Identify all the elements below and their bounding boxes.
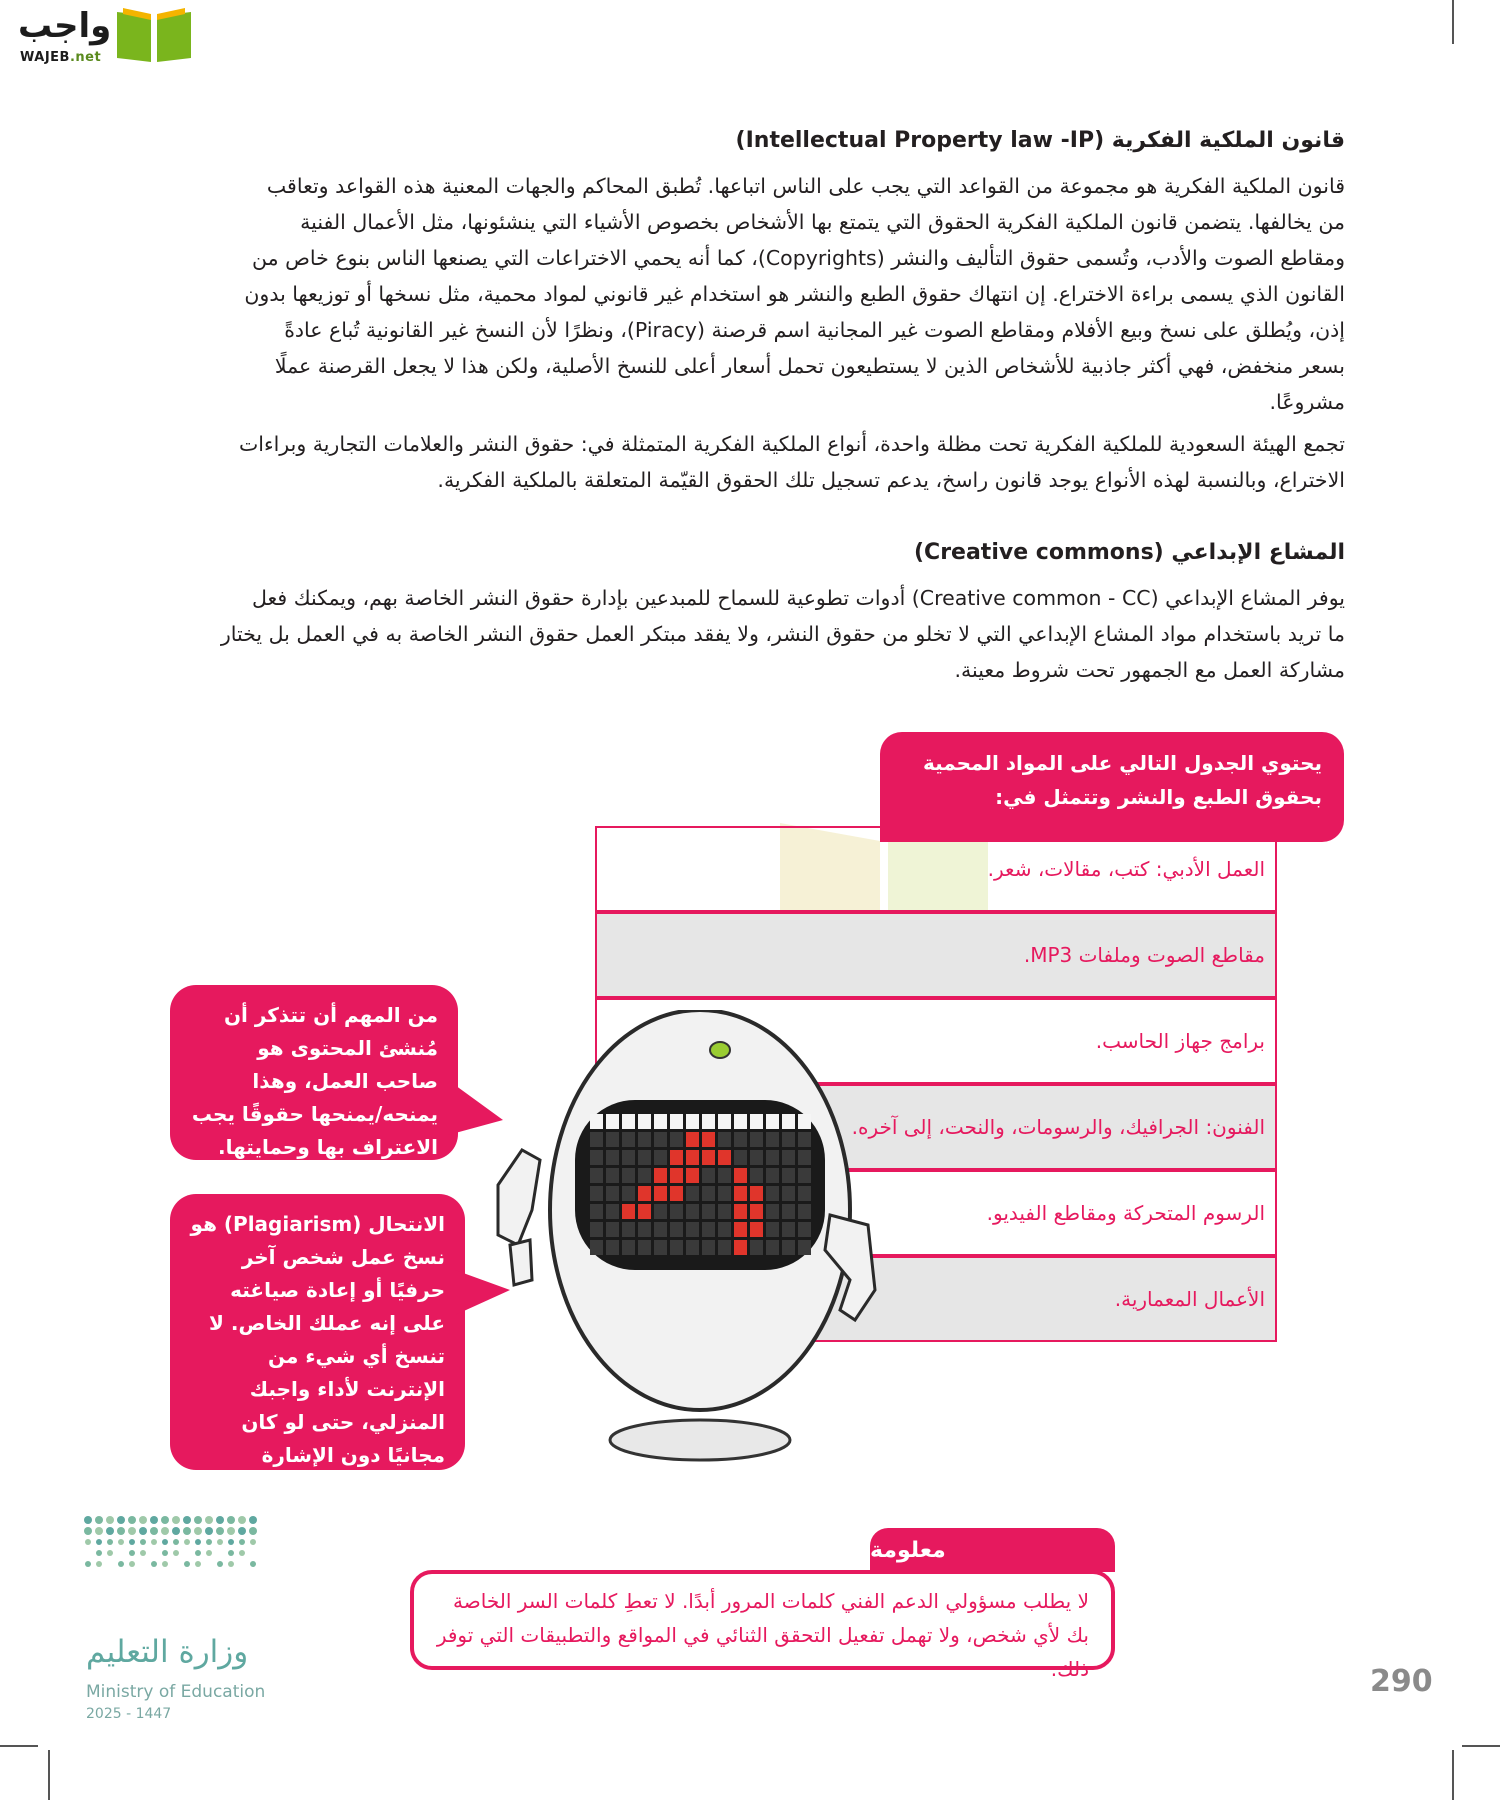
visor-pixel — [590, 1204, 603, 1219]
ministry-dot — [172, 1516, 180, 1524]
ministry-dot — [173, 1539, 179, 1545]
visor-pixel — [798, 1222, 811, 1237]
ministry-dot — [140, 1550, 146, 1556]
ministry-arabic: وزارة التعليم — [86, 1634, 249, 1670]
visor-pixel — [750, 1204, 763, 1219]
text-line: إذن، ويُطلق على نسخ وبيع الأفلام ومقاطع الصوت غير المجانية اسم قرصنة (Piracy)، ونظرًا لأن النسخ غير القانونية تُباع عادةً — [284, 318, 1345, 342]
visor-pixel — [718, 1132, 731, 1147]
visor-pixel — [718, 1204, 731, 1219]
ministry-dot — [216, 1527, 224, 1535]
visor-pixel — [766, 1114, 779, 1129]
ministry-dot — [96, 1550, 102, 1556]
logo-latin: WAJEB.net — [20, 50, 102, 65]
text-line: ومقاطع الصوت والأدب، وتُسمى حقوق التأليف والنشر (Copyrights)، كما أنه يحمي الاختراعات التي يصنعها الناس بنوع خاص من — [252, 246, 1345, 270]
ministry-dot — [107, 1539, 113, 1545]
ministry-dot — [195, 1561, 201, 1567]
visor-pixel — [638, 1204, 651, 1219]
visor-pixel — [702, 1114, 715, 1129]
visor-pixel — [638, 1114, 651, 1129]
visor-pixel — [638, 1222, 651, 1237]
visor-pixel — [590, 1150, 603, 1165]
visor-pixel — [606, 1204, 619, 1219]
visor-pixel — [782, 1168, 795, 1183]
visor-pixel — [686, 1186, 699, 1201]
ministry-dot — [184, 1539, 190, 1545]
visor-pixel — [782, 1186, 795, 1201]
ministry-dot — [118, 1561, 124, 1567]
visor-pixel — [750, 1150, 763, 1165]
table-row: الرسوم المتحركة ومقاطع الفيديو. — [595, 1170, 1277, 1256]
ministry-dot — [238, 1516, 246, 1524]
page-number: 290 — [1370, 1664, 1433, 1699]
visor-pixel — [654, 1150, 667, 1165]
visor-pixel — [670, 1132, 683, 1147]
ministry-dot — [129, 1550, 135, 1556]
ministry-dot — [150, 1516, 158, 1524]
visor-pixel — [590, 1132, 603, 1147]
visor-pixel — [718, 1240, 731, 1255]
ministry-dot — [194, 1527, 202, 1535]
visor-pixel — [654, 1168, 667, 1183]
visor-pixel — [670, 1240, 683, 1255]
visor-pixel — [782, 1240, 795, 1255]
visor-pixel — [718, 1222, 731, 1237]
ministry-dot — [85, 1539, 91, 1545]
ministry-dot — [228, 1561, 234, 1567]
book-icon — [113, 6, 195, 64]
ministry-dot — [96, 1539, 102, 1545]
visor-pixel — [782, 1132, 795, 1147]
ministry-dot — [239, 1550, 245, 1556]
visor-pixel — [782, 1150, 795, 1165]
ministry-dot — [128, 1527, 136, 1535]
text-line: يوفر المشاع الإبداعي (Creative common - CC) أدوات تطوعية للسماح للمبدعين بإدارة حقوق النشر الخاصة بهم، ويمكنك فعل — [252, 586, 1345, 610]
visor-pixel — [590, 1168, 603, 1183]
visor-pixel — [622, 1204, 635, 1219]
visor-pixel — [686, 1114, 699, 1129]
table-row: مقاطع الصوت وملفات MP3. — [595, 912, 1277, 998]
ministry-dot — [172, 1527, 180, 1535]
ministry-english: Ministry of Education — [86, 1682, 266, 1702]
ministry-dot — [129, 1539, 135, 1545]
visor-pixel — [606, 1114, 619, 1129]
visor-pixel — [654, 1204, 667, 1219]
visor-pixel — [622, 1114, 635, 1129]
paragraph-ip-law — [170, 168, 1345, 420]
visor-pixel — [734, 1222, 747, 1237]
ministry-dot — [227, 1516, 235, 1524]
visor-pixel — [734, 1186, 747, 1201]
visor-pixel — [798, 1132, 811, 1147]
visor-pixel — [670, 1204, 683, 1219]
ministry-dot — [162, 1561, 168, 1567]
ministry-dot — [162, 1550, 168, 1556]
visor-pixel — [798, 1168, 811, 1183]
ministry-dots-icon — [80, 1512, 270, 1612]
ministry-dot — [249, 1516, 257, 1524]
visor-pixel — [702, 1132, 715, 1147]
ministry-dot — [140, 1539, 146, 1545]
table-row: الأعمال المعمارية. — [595, 1256, 1277, 1342]
ministry-dot — [95, 1516, 103, 1524]
ministry-dot — [162, 1539, 168, 1545]
visor-pixel — [654, 1240, 667, 1255]
paragraph-saip — [170, 426, 1345, 498]
visor-pixel — [622, 1168, 635, 1183]
visor-pixel — [734, 1168, 747, 1183]
ministry-dot — [139, 1527, 147, 1535]
robot-illustration — [470, 1010, 890, 1480]
visor-pixel — [590, 1240, 603, 1255]
ministry-dot — [85, 1561, 91, 1567]
ministry-dot — [84, 1516, 92, 1524]
visor-pixel — [686, 1240, 699, 1255]
text-line: مشروعًا. — [1269, 390, 1345, 414]
visor-pixel — [638, 1150, 651, 1165]
ministry-dot — [239, 1539, 245, 1545]
paragraph-creative-commons — [170, 580, 1345, 688]
ministry-dot — [129, 1561, 135, 1567]
visor-pixel — [702, 1240, 715, 1255]
callout-creator-rights: من المهم أن تتذكر أن مُنشئ المحتوى هو صاحب العمل، وهذا يمنحه/يمنحها حقوقًا يجب الاعتراف بها وحمايتها. — [170, 985, 458, 1160]
ministry-dot — [217, 1539, 223, 1545]
ministry-dot — [216, 1516, 224, 1524]
info-text: لا يطلب مسؤولي الدعم الفني كلمات المرور أبدًا. لا تعطِ كلمات السر الخاصة بك لأي شخص، ولا تهمل تفعيل التحقق الثنائي في المواقع والتطبيقات التي توفر ذلك. — [410, 1570, 1115, 1670]
visor-pixel — [750, 1186, 763, 1201]
ministry-dot — [217, 1561, 223, 1567]
ministry-dot — [118, 1539, 124, 1545]
ministry-dot — [183, 1516, 191, 1524]
visor-pixel — [606, 1168, 619, 1183]
text-line: مشاركة العمل مع الجمهور تحت شروط معينة. — [954, 658, 1345, 682]
section-title-creative-commons: المشاع الإبداعي (Creative commons) — [913, 540, 1345, 565]
ministry-dot — [173, 1550, 179, 1556]
crop-mark — [1452, 1750, 1454, 1800]
crop-mark — [1462, 1745, 1500, 1747]
visor-pixel — [750, 1132, 763, 1147]
text-line: القانون الذي يسمى براءة الاختراع. إن انتهاك حقوق الطبع والنشر هو استخدام غير قانوني لمواد محمية، مثل نسخها أو توزيعها بدون — [244, 282, 1345, 306]
ministry-dot — [205, 1516, 213, 1524]
visor-pixel — [766, 1186, 779, 1201]
ministry-dot — [206, 1550, 212, 1556]
ministry-dot — [161, 1516, 169, 1524]
text-line: ما تريد باستخدام مواد المشاع الإبداعي التي لا تخلو من حقوق النشر، ولا يفقد مبتكر العمل حقوق النشر الخاصة به في العمل بل يختار — [220, 622, 1345, 646]
visor-pixel — [782, 1114, 795, 1129]
crop-mark — [48, 1750, 50, 1800]
visor-pixel — [670, 1150, 683, 1165]
ministry-logo — [80, 1512, 280, 1722]
ministry-dot — [195, 1550, 201, 1556]
visor-pixel — [718, 1186, 731, 1201]
visor-pixel — [622, 1186, 635, 1201]
visor-pixel — [798, 1150, 811, 1165]
crop-mark — [0, 1745, 38, 1747]
ministry-dot — [206, 1539, 212, 1545]
visor-pixel — [798, 1240, 811, 1255]
ministry-dot — [194, 1516, 202, 1524]
visor-pixel — [718, 1168, 731, 1183]
visor-pixel — [782, 1222, 795, 1237]
table-row: برامج جهاز الحاسب. — [595, 998, 1277, 1084]
visor-pixel — [622, 1150, 635, 1165]
ministry-dot — [117, 1527, 125, 1535]
visor-pixel — [766, 1150, 779, 1165]
visor-pixel — [686, 1132, 699, 1147]
visor-pixel — [638, 1168, 651, 1183]
table-row: العمل الأدبي: كتب، مقالات، شعر. — [595, 826, 1277, 912]
visor-pixel — [686, 1222, 699, 1237]
text-line: تجمع الهيئة السعودية للملكية الفكرية تحت مظلة واحدة، أنواع الملكية الفكرية المتمثلة في: حقوق النشر والعلامات التجارية وبراءات — [238, 432, 1345, 456]
visor-pixel — [606, 1186, 619, 1201]
visor-pixel — [686, 1204, 699, 1219]
visor-pixel — [766, 1240, 779, 1255]
visor-pixel — [590, 1222, 603, 1237]
visor-pixel — [654, 1132, 667, 1147]
ministry-dot — [106, 1527, 114, 1535]
visor-pixel — [622, 1132, 635, 1147]
logo-arabic: واجب — [18, 6, 112, 46]
visor-pixel — [638, 1186, 651, 1201]
visor-pixel — [606, 1240, 619, 1255]
ministry-dot — [249, 1527, 257, 1535]
ministry-dot — [96, 1561, 102, 1567]
ministry-dot — [84, 1527, 92, 1535]
visor-pixel — [702, 1222, 715, 1237]
visor-pixel — [670, 1114, 683, 1129]
visor-pixel — [638, 1132, 651, 1147]
visor-pixel — [670, 1222, 683, 1237]
visor-pixel — [766, 1168, 779, 1183]
visor-pixel — [766, 1204, 779, 1219]
ministry-dot — [95, 1527, 103, 1535]
visor-pixel — [702, 1186, 715, 1201]
text-line: بسعر منخفض، فهي أكثر جاذبية للأشخاص الذين لا يستطيعون تحمل أسعار أعلى للنسخ الأصلية، ولكن هذا لا يجعل القرصنة عملًا — [274, 354, 1345, 378]
ministry-dot — [228, 1550, 234, 1556]
ministry-dot — [183, 1527, 191, 1535]
ministry-dot — [184, 1561, 190, 1567]
visor-pixel — [670, 1168, 683, 1183]
section-title-ip-law: قانون الملكية الفكرية (Intellectual Property law -IP) — [735, 128, 1345, 153]
callout-tail — [455, 1270, 515, 1330]
visor-pixel — [638, 1240, 651, 1255]
visor-pixel — [622, 1240, 635, 1255]
visor-pixel — [798, 1114, 811, 1129]
ministry-dot — [151, 1539, 157, 1545]
ministry-dot — [250, 1539, 256, 1545]
visor-pixel — [750, 1222, 763, 1237]
visor-pixel — [702, 1204, 715, 1219]
visor-pixel — [622, 1222, 635, 1237]
visor-pixel — [734, 1204, 747, 1219]
visor-pixel — [734, 1114, 747, 1129]
visor-pixel — [734, 1132, 747, 1147]
callout-plagiarism: الانتحال (Plagiarism) هو نسخ عمل شخص آخر حرفيًا أو إعادة صياغته على إنه عملك الخاص. لا تنسخ أي شيء من الإنترنت لأداء واجبك المنزلي، حتى لو كان مجانيًا دون الإشارة لمصدره. — [170, 1194, 465, 1470]
visor-pixel — [654, 1114, 667, 1129]
text-line: من يخالفها. يتضمن قانون الملكية الفكرية الحقوق التي يتمتع بها الأشخاص بخصوص الأشياء التي ينشئونها، مثل الأعمال الفنية — [300, 210, 1345, 234]
ministry-dot — [228, 1539, 234, 1545]
ministry-dot — [117, 1516, 125, 1524]
ministry-dot — [238, 1527, 246, 1535]
visor-pixel — [606, 1222, 619, 1237]
visor-pixel — [702, 1150, 715, 1165]
visor-pixel — [686, 1168, 699, 1183]
visor-pixel — [734, 1240, 747, 1255]
wajeb-logo — [8, 6, 193, 66]
ministry-dot — [227, 1527, 235, 1535]
ministry-dot — [151, 1561, 157, 1567]
visor-pixel — [734, 1150, 747, 1165]
visor-pixel — [750, 1168, 763, 1183]
visor-pixel — [590, 1186, 603, 1201]
visor-pixel — [590, 1114, 603, 1129]
ministry-dot — [205, 1527, 213, 1535]
visor-pixel — [782, 1204, 795, 1219]
visor-pixel — [654, 1186, 667, 1201]
visor-pixel — [798, 1186, 811, 1201]
ministry-dot — [250, 1561, 256, 1567]
ministry-year: 2025 - 1447 — [86, 1706, 172, 1722]
visor-pixel — [718, 1114, 731, 1129]
ministry-dot — [107, 1550, 113, 1556]
callout-tail — [448, 1080, 508, 1140]
table-header: يحتوي الجدول التالي على المواد المحمية بحقوق الطبع والنشر وتتمثل في: — [880, 732, 1344, 842]
visor-pixel — [766, 1132, 779, 1147]
ministry-dot — [195, 1539, 201, 1545]
ministry-dot — [139, 1516, 147, 1524]
ministry-dot — [106, 1516, 114, 1524]
visor-pixel — [606, 1132, 619, 1147]
ministry-dot — [161, 1527, 169, 1535]
table-row: الفنون: الجرافيك، والرسومات، والنحت، إلى آخره. — [595, 1084, 1277, 1170]
ministry-dot — [128, 1516, 136, 1524]
visor-pixel — [750, 1240, 763, 1255]
visor-pixel — [686, 1150, 699, 1165]
visor-pixel — [654, 1222, 667, 1237]
crop-mark — [1452, 0, 1454, 44]
visor-pixel — [766, 1222, 779, 1237]
visor-pixel — [670, 1186, 683, 1201]
visor-pixel — [606, 1150, 619, 1165]
visor-pixel — [718, 1150, 731, 1165]
text-line: قانون الملكية الفكرية هو مجموعة من القواعد التي يجب على الناس اتباعها. تُطبق المحاكم والجهات المعنية هذه القواعد وتعاقب — [266, 174, 1345, 198]
visor-pixel — [750, 1114, 763, 1129]
text-line: الاختراع، وبالنسبة لهذه الأنواع يوجد قانون راسخ، يدعم تسجيل تلك الحقوق القيّمة المتعلقة بالملكية الفكرية. — [437, 468, 1345, 492]
ministry-dot — [150, 1527, 158, 1535]
visor-pixel — [798, 1204, 811, 1219]
info-title: معلومة — [870, 1528, 1115, 1572]
visor-pixel — [702, 1168, 715, 1183]
